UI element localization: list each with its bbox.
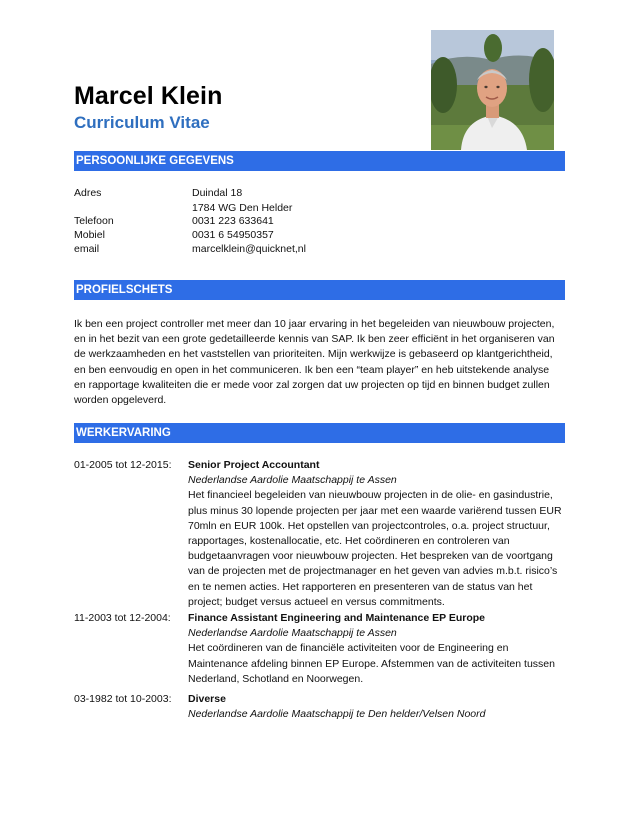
address-line-1: Duindal 18 bbox=[192, 187, 243, 199]
experience-body bbox=[188, 611, 568, 687]
experience-line: Nederland, Schotland en Noorwegen. bbox=[188, 672, 364, 685]
job-title: Finance Assistant Engineering and Maintenance EP Europe bbox=[188, 612, 485, 624]
profile-photo bbox=[431, 30, 554, 150]
company-name: Nederlandse Aardolie Maatschappij te Den helder/Velsen Noord bbox=[188, 708, 486, 721]
experience-line: plus minus 30 lopende projecten per jaar met een waarde variërend tussen EUR bbox=[188, 504, 562, 517]
job-title: Diverse bbox=[188, 693, 226, 705]
experience-line: Het coördineren van de financiële activiteiten voor de Engineering en bbox=[188, 642, 509, 655]
experience-line: van de projecten met de projectmanager en het geven van advies m.b.t. risico’s bbox=[188, 565, 558, 578]
profile-line: worden opgeleverd. bbox=[74, 394, 167, 407]
phone-label: Telefoon bbox=[74, 215, 114, 227]
person-name: Marcel Klein bbox=[74, 82, 223, 110]
experience-line: project; budget versus actueel en versus commitments. bbox=[188, 595, 445, 608]
profile-paragraph bbox=[74, 317, 566, 408]
experience-line: 70mln en EUR 100k. Het opstellen van projectcontroles, o.a. project structuur, bbox=[188, 519, 550, 532]
address-label: Adres bbox=[74, 187, 102, 199]
email-value: marcelklein@quicknet,nl bbox=[192, 243, 306, 255]
section-header-profile: PROFIELSCHETS bbox=[74, 280, 565, 300]
experience-body bbox=[188, 458, 568, 610]
experience-period: 03-1982 tot 10-2003: bbox=[74, 693, 172, 705]
section-header-personal: PERSOONLIJKE GEGEVENS bbox=[74, 151, 565, 171]
experience-line: rapportages, kostenallocatie, etc. Het coördineren en controleren van bbox=[188, 535, 510, 548]
company-name: Nederlandse Aardolie Maatschappij te Assen bbox=[188, 474, 397, 487]
profile-line: de werkzaamheden en het vaststellen van prioriteiten. Mijn werkwijze is gebaseerd op klantgerichtheid, bbox=[74, 348, 553, 361]
experience-period: 11-2003 tot 12-2004: bbox=[74, 612, 171, 624]
job-title: Senior Project Accountant bbox=[188, 459, 320, 471]
experience-period: 01-2005 tot 12-2015: bbox=[74, 459, 172, 471]
address-line-2: 1784 WG Den Helder bbox=[192, 202, 293, 214]
mobile-value: 0031 6 54950357 bbox=[192, 229, 274, 241]
profile-line: en in het bezit van een grote gedetailleerde kennis van SAP. Ik ben zeer efficiënt in het organiseren van bbox=[74, 333, 555, 346]
profile-line: Ik ben een project controller met meer dan 10 jaar ervaring in het begeleiden van nieuwbouw projecten, bbox=[74, 318, 555, 330]
profile-line: en ben eenvoudig en open in het communiceren. Ik ben een “team player” en heb uitstekende analyse bbox=[74, 363, 550, 376]
experience-line: en te nemen acties. Het rapporteren en presenteren van de status van het bbox=[188, 580, 533, 593]
company-name: Nederlandse Aardolie Maatschappij te Assen bbox=[188, 627, 397, 640]
experience-line: Maintenance afdeling binnen EP Europe. Afstemmen van de activiteiten tussen bbox=[188, 657, 555, 670]
document-subtitle: Curriculum Vitae bbox=[74, 113, 210, 132]
profile-line: en rapportage kwaliteiten die er mede voor zal zorgen dat uw projecten op tijd en binnen budget zullen bbox=[74, 378, 550, 391]
section-header-experience: WERKERVARING bbox=[74, 423, 565, 443]
experience-body bbox=[188, 692, 568, 722]
experience-line: budgetaanvragen voor nieuwbouw projecten. Het bespreken van de voortgang bbox=[188, 550, 553, 563]
experience-line: Het financieel begeleiden van nieuwbouw projecten in de olie- en gasindustrie, bbox=[188, 489, 553, 502]
mobile-label: Mobiel bbox=[74, 229, 105, 241]
phone-value: 0031 223 633641 bbox=[192, 215, 274, 227]
email-label: email bbox=[74, 243, 100, 255]
